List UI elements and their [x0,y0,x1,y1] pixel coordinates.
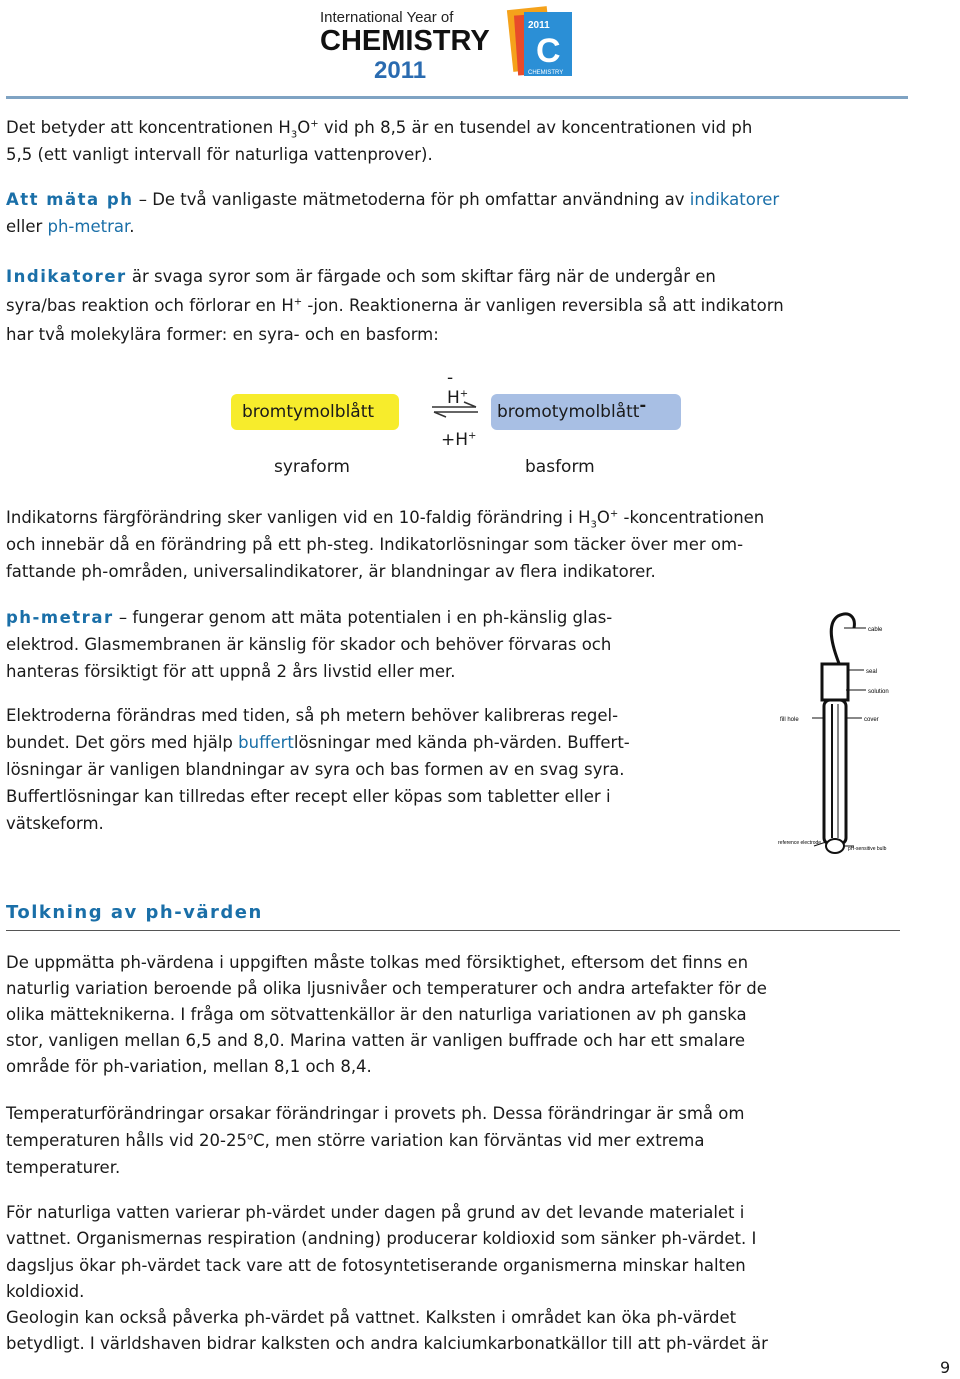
text: är svaga syror som är färgade och som skiftar färg när de undergår en [126,267,716,286]
ph-electrode-illustration [778,606,908,860]
text: lösningar med kända ph-värden. Buffert- [293,733,630,752]
paragraph-measure [6,186,906,240]
text: bundet. Det görs med hjälp [6,733,239,752]
text: – De två vanligaste mätmetoderna för ph omfattar användning av [133,190,690,209]
paragraph-ph-meters [6,604,766,685]
text: Temperaturförändringar orsakar förändringar i provets ph. Dessa förändringar är små om [6,1104,745,1123]
paragraph-intro [6,114,906,168]
logo-line1: International Year of [320,9,454,26]
label-fill-hole: fill hole [780,717,799,723]
text: -koncentrationen [618,508,765,527]
text: Geologin kan också påverka ph-värdet på vattnet. Kalksten i området kan öka ph-värdet [6,1308,737,1328]
text: temperaturen hålls vid 20-25 [6,1131,248,1150]
text: dagsljus ökar ph-värdet tack vare att de fotosyntetiserande organismerna minskar halten [6,1255,746,1275]
badge-caption: CHEMISTRY [528,70,564,76]
logo-line3: 2011 [374,57,427,84]
text: koldioxid. [6,1281,85,1301]
link-indikatorer[interactable]: indikatorer [689,190,780,209]
electrode-body [824,700,846,844]
text: naturlig variation beroende på olika ljusnivåer och temperaturer och andra artefakter för de [6,979,767,998]
superscript: - [639,395,647,415]
paragraph-indicators [6,262,906,349]
label-cable: cable [868,627,883,633]
text: bromotymolblått [497,402,640,422]
text: C, men större variation kan förväntas vid mer extrema [253,1131,705,1150]
paragraph-natural-waters [6,1200,906,1358]
link-ph-metrar[interactable]: ph-metrar [47,217,130,236]
intro-line1 [6,114,906,141]
text: -H [447,368,460,408]
subscript: 3 [290,129,298,141]
section-rule [6,930,900,931]
label-solution: solution [868,689,889,695]
text: fattande ph-områden, universalindikatorer, är blandningar av flera indikatorer. [6,562,656,581]
superscript: + [310,118,319,130]
text: . [129,217,135,236]
paragraph-interpretation [6,950,906,1080]
text: -jon. Reaktionerna är vanligen reversibla så att indikatorn [302,296,784,315]
section-heading: Tolkning av ph-värden [6,902,263,923]
text: Buffertlösningar kan tillredas efter recept eller köpas som tabletter eller i [6,787,611,806]
logo-line2: CHEMISTRY [320,25,490,57]
text: stor, vanligen mellan 6,5 and 8,0. Marina vatten är vanligen buffrade och har ett smalare [6,1031,746,1050]
acid-form-label: bromtymolblått [242,402,375,422]
superscript: + [293,296,303,308]
electrode-bulb [826,839,844,853]
iyc-logo-graphic [316,6,616,84]
keyword-heading: ph-metrar [6,608,114,627]
keyword-heading: Indikatorer [6,267,127,286]
text: +H [441,430,469,450]
text: har två molekylära former: en syra- och en basform: [6,325,439,344]
text: vid ph 8,5 är en tusendel av koncentrationen vid ph [318,118,753,137]
text: – fungerar genom att mäta potentialen i en ph-känslig glas- [113,608,613,627]
link-buffert[interactable]: buffert [238,733,294,752]
text: Det betyder att koncentrationen H [6,118,291,137]
keyword-heading: Att mäta ph [6,190,134,209]
text: För naturliga vatten varierar ph-värdet under dagen på grund av det levande materialet i [6,1203,745,1222]
label-seal: seal [866,669,878,675]
plus-h-label [441,430,476,450]
iyc-logo [316,6,616,84]
paragraph-color-change [6,504,906,585]
text: De uppmätta ph-värdena i uppgiften måste tolkas med försiktighet, eftersom det finns en [6,953,749,972]
electrode-cable [831,614,854,666]
text: betydligt. I världshaven bidrar kalksten och andra kalciumkarbonatkällor till att ph-värdet är [6,1334,768,1354]
intro-line2: 5,5 (ett vanligt intervall för naturliga vattenprover). [6,145,433,164]
text: område för ph-variation, mellan 8,1 och 8,4. [6,1057,372,1076]
text: O [596,508,610,527]
paragraph-temperature [6,1100,906,1181]
superscript: o [247,1131,254,1143]
label-ph-bulb: pH-sensitive bulb [848,846,887,852]
text: lösningar är vanligen blandningar av syra och bas formen av en svag syra. [6,760,625,779]
electrode-cap [822,664,848,700]
badge-year: 2011 [528,20,550,31]
base-form-caption: basform [525,457,595,477]
base-form-label [497,395,647,422]
paragraph-calibration [6,702,766,837]
superscript: + [609,508,619,520]
acid-form-caption: syraform [274,457,350,477]
text: Indikatorns färgförändring sker vanligen vid en 10-faldig förändring i H [6,508,591,527]
label-cover: cover [864,717,879,723]
label-reference-electrode: reference electrode [778,840,822,846]
text: elektrod. Glasmembranen är känslig för skador och behöver förvaras och [6,635,612,654]
text: hanteras försiktigt för att uppnå 2 års livstid eller mer. [6,662,456,681]
text: syra/bas reaktion och förlorar en H [6,296,294,315]
text: olika mätteknikerna. I fråga om sötvattenkällor är den naturliga variationen av ph ganska [6,1005,747,1024]
text: O [297,118,311,137]
header-rule [6,96,908,99]
text: eller [6,217,48,236]
text: vattnet. Organismernas respiration (andning) producerar koldioxid som sänker ph-värdet. I [6,1229,757,1249]
equilibrium-arrow-icon [430,400,480,420]
badge-letter: C [536,32,561,70]
text: Elektroderna förändras med tiden, så ph metern behöver kalibreras regel- [6,706,619,725]
superscript: + [468,430,477,442]
text: vätskeform. [6,814,104,833]
page-number: 9 [940,1358,951,1377]
subscript: 3 [590,519,597,531]
text: temperaturer. [6,1158,121,1177]
text: och innebär då en förändring på ett ph-steg. Indikatorlösningar som täcker över mer om- [6,535,744,554]
superscript: + [459,388,469,400]
